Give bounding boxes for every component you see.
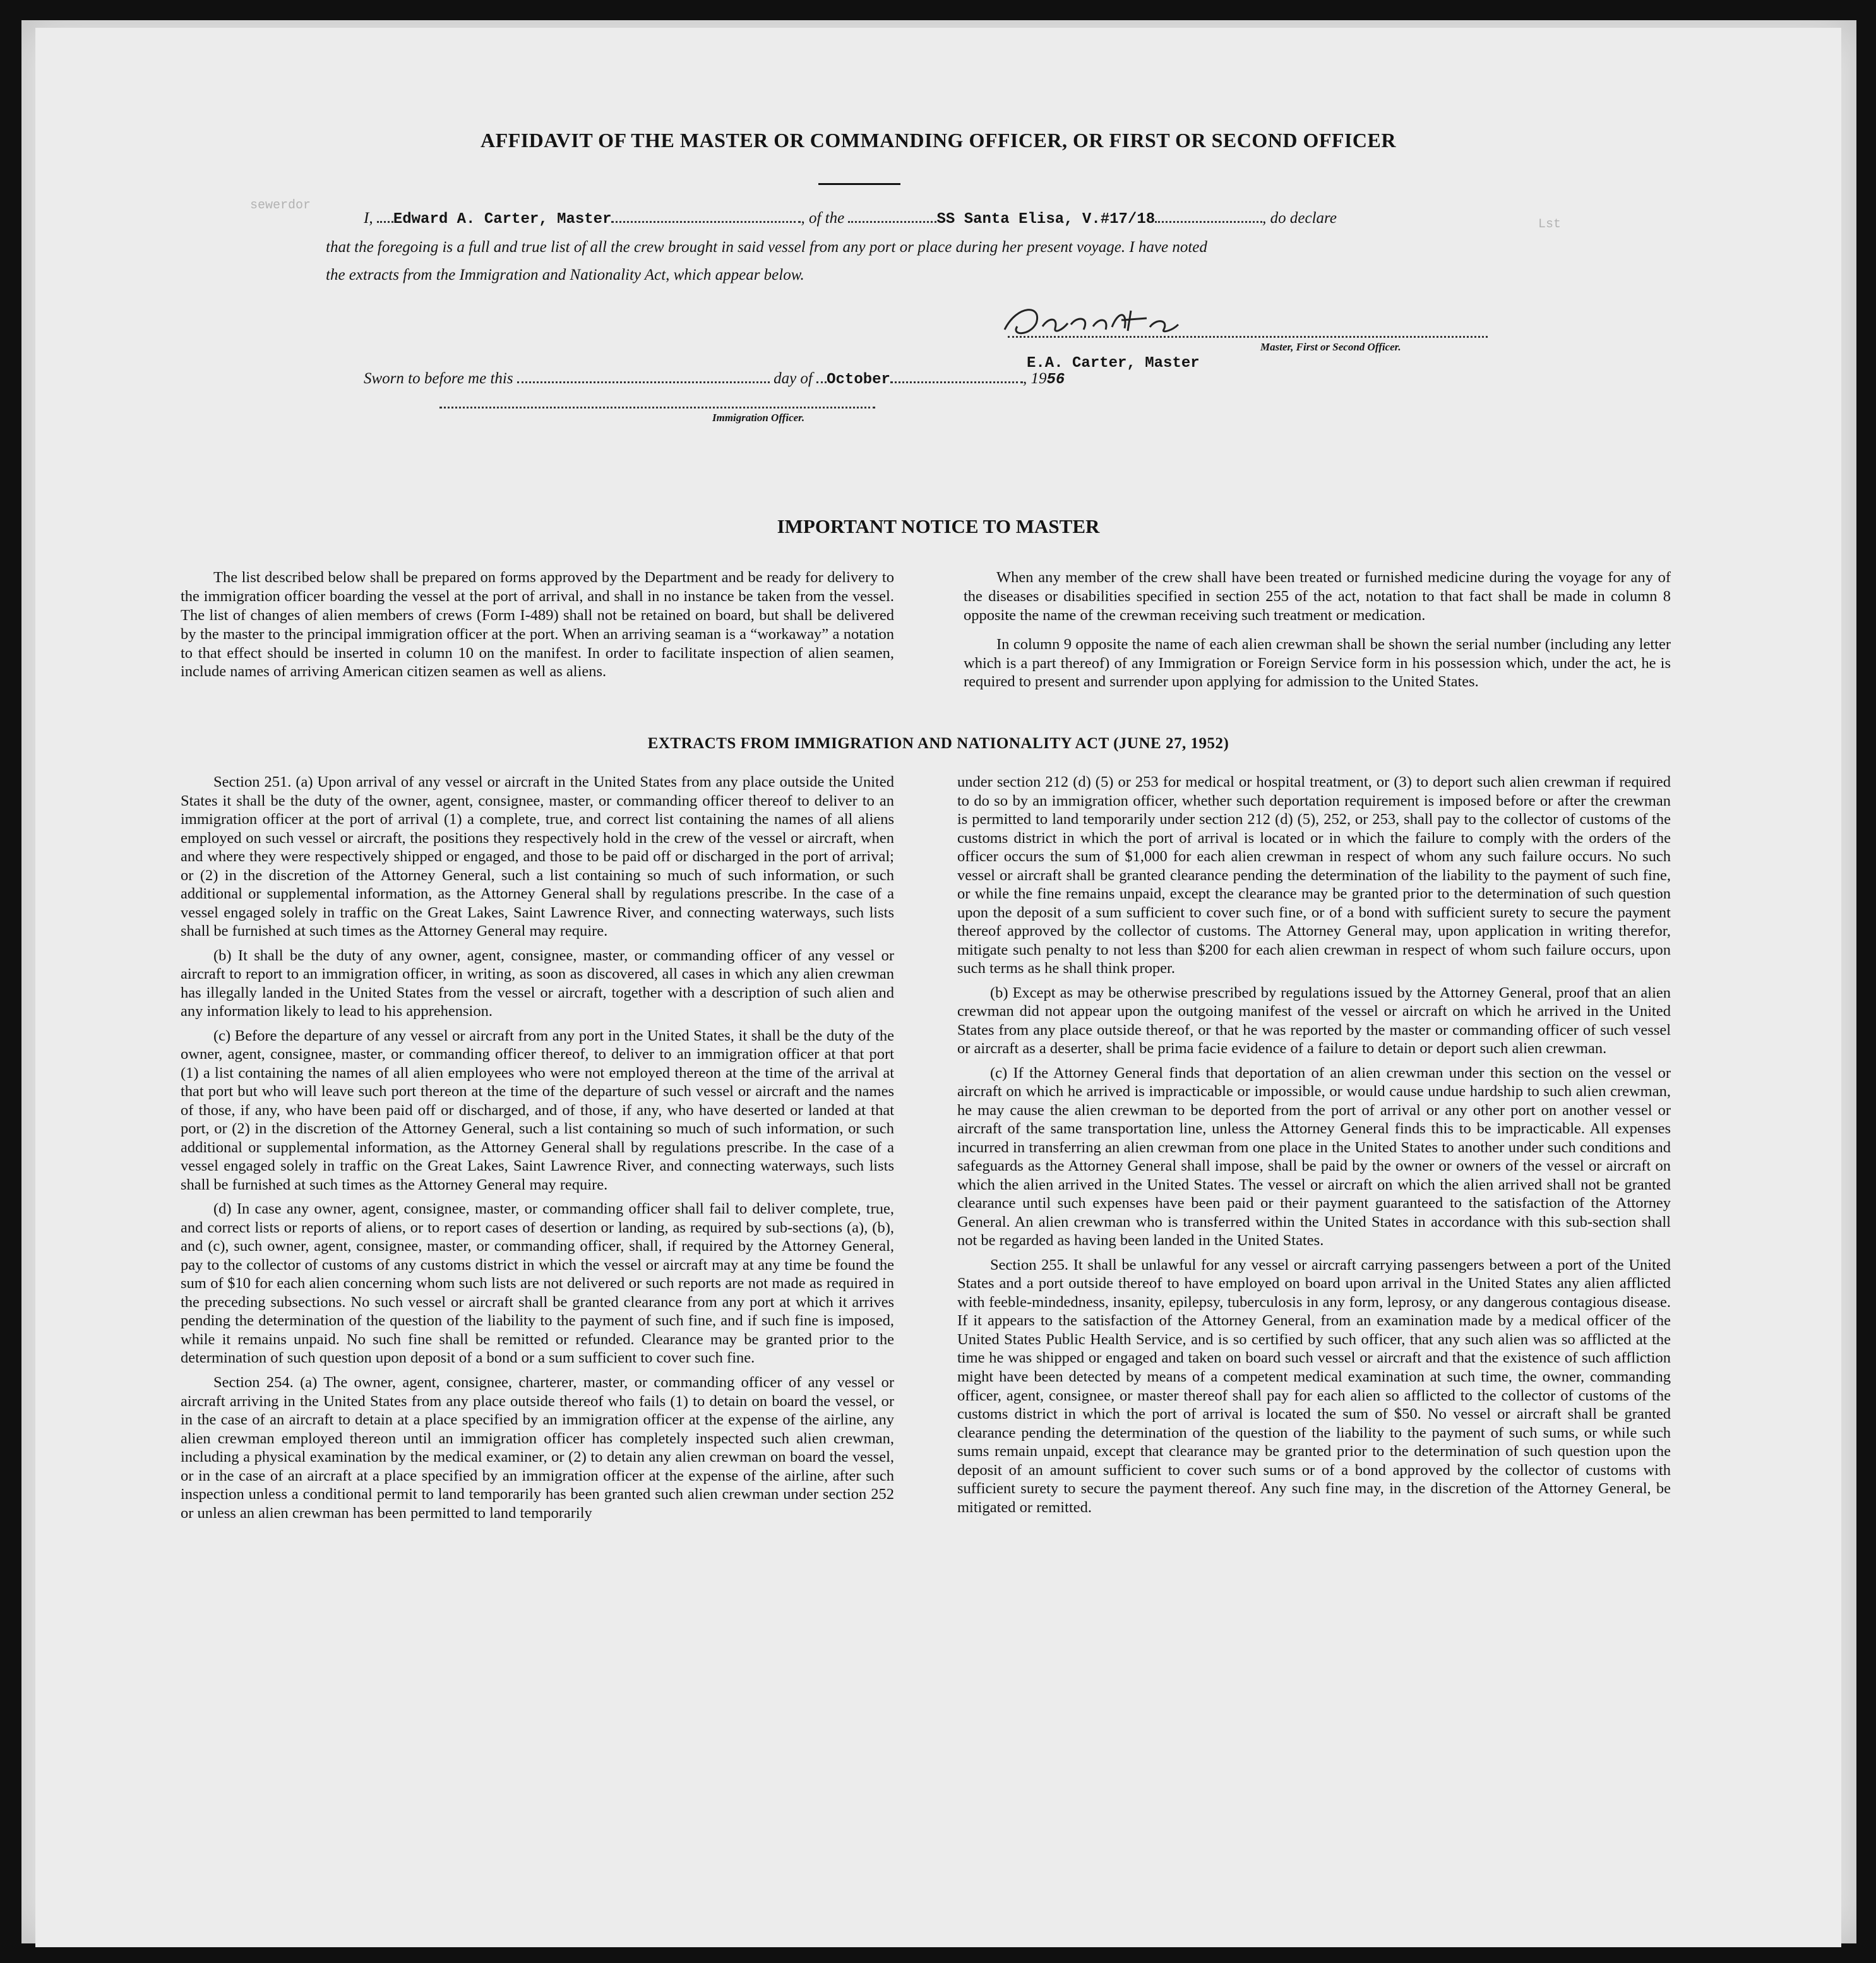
dotted-leader bbox=[517, 370, 770, 383]
month: October bbox=[827, 371, 890, 388]
notice-paragraph: When any member of the crew shall have been treated or furnished medicine during the voyage for any of the diseases or disabilities specified in section 255 of the act, notation to that fact shall be made in column 8 opposite the name of the crewman receiving such treatment or medication. bbox=[964, 569, 1671, 624]
bleed-through-text: sewerdor bbox=[250, 198, 311, 213]
extracts-right-column bbox=[957, 773, 1671, 1522]
section-251b: (b) It shall be the duty of any owner, agent, consignee, master, or commanding officer of any vessel or aircraft to report to an immigration officer, in writing, as soon as discovered, all cases in which any alien crewman has illegally landed in the United States from the vessel or aircraft, together with a description of such alien and any information likely to lead to his apprehension. bbox=[181, 946, 894, 1020]
officer-caption: Master, First or Second Officer. bbox=[1260, 341, 1401, 353]
year-prefix: , 19 bbox=[1022, 370, 1047, 387]
affidavit-title: AFFIDAVIT OF THE MASTER OR COMMANDING OFFICER, OR FIRST OR SECOND OFFICER bbox=[481, 129, 1396, 152]
section-251a: Section 251. (a) Upon arrival of any vessel or aircraft in the United States from any place outside the United States it shall be the duty of the owner, agent, consignee, master, or commanding officer thereof to deliver to an immigration officer at the port of arrival (1) a complete, true, and correct list containing the names of all aliens employed on such vessel or aircraft, the positions they respectively hold in the crew of the vessel or aircraft, when and where they were respectively shipped or engaged, and those to be paid off or discharged in the port of arrival; or (2) in the discretion of the Attorney General, such a list containing so much of such information, or such additional or supplemental information, as the Attorney General shall by regulations prescribe. In the case of a vessel engaged solely in traffic on the Great Lakes, Saint Lawrence River, and connecting waterways, such lists shall be furnished at such times as the Attorney General may require. bbox=[181, 773, 894, 940]
dotted-leader bbox=[816, 370, 827, 383]
section-254b: (b) Except as may be otherwise prescribed by regulations issued by the Attorney General, proof that an alien crewman did not appear upon the outgoing manifest of the vessel or aircraft on which he arrived in the United States from any place outside thereof, or that he was reported by the master or commanding officer of such vessel or aircraft as a deserter, shall be prima facie evidence of a failure to detain or deport such alien crewman. bbox=[957, 984, 1671, 1058]
section-254a-continued: under section 212 (d) (5) or 253 for medical or hospital treatment, or (3) to deport such alien crewman if required to do so by an immigration officer, whether such deportation requirement is imposed before or after the crewman is permitted to land temporarily under section 212 (d) (5), 252, or 253, shall pay to the collector of customs of the customs district in which the port of arrival is located or in which the failure to comply with the orders of the officer occurs the sum of $1,000 for each alien crewman in respect of whom any such failure occurs. No such vessel or aircraft shall be granted clearance pending the determination of the liability to the payment of such fine, or while the fine remains unpaid, except the clearance may be granted prior to the determination of such question upon the deposit of a sum sufficient to cover such fine, or of a bond with sufficient surety to secure the payment thereof approved by the collector of customs. The Attorney General may, upon application in writing therefor, mitigate such penalty to not less than $200 for each alien crewman in respect of whom such failure occurs, upon such terms as he shall think proper. bbox=[957, 773, 1671, 977]
declaration-line-2: the extracts from the Immigration and Nationality Act, which appear below. bbox=[326, 266, 804, 283]
extracts-title: EXTRACTS FROM IMMIGRATION AND NATIONALITY ACT (JUNE 27, 1952) bbox=[647, 735, 1229, 752]
dotted-leader bbox=[377, 210, 393, 223]
sworn-label: Sworn to before me this bbox=[364, 370, 513, 387]
declaration-line-1: that the foregoing is a full and true list of all the crew brought in said vessel from any port or place during her present voyage. I have noted bbox=[326, 239, 1207, 256]
handwritten-signature bbox=[998, 292, 1270, 361]
immigration-officer-line bbox=[439, 407, 875, 409]
section-251c: (c) Before the departure of any vessel or aircraft from any port in the United States, it shall be the duty of the owner, agent, consignee, master, or commanding officer thereof, to deliver to an immigration officer at that port (1) a list containing the names of all alien employees who were not employed thereon at the time of the arrival at that port but who will leave such port thereon at the time of the departure of such vessel or aircraft and the names of those, if any, who have been paid off or discharged, and of those, if any, who have deserted or landed at that port, or (2) in the discretion of the Attorney General, such a list containing so much of such information, or such additional or supplemental information, as the Attorney General shall by regulations prescribe. In the case of a vessel engaged solely in traffic on the Great Lakes, Saint Lawrence River, and connecting waterways, such lists shall be furnished at such times as the Attorney General may require. bbox=[181, 1027, 894, 1193]
vessel-name: SS Santa Elisa, V.#17/18 bbox=[936, 211, 1156, 228]
document-page bbox=[35, 28, 1841, 1947]
dotted-leader bbox=[611, 210, 801, 223]
typed-signature: E.A. Carter, Master bbox=[1027, 355, 1200, 372]
of-the-label: , of the bbox=[801, 210, 845, 227]
section-254a: Section 254. (a) The owner, agent, consignee, charterer, master, or commanding officer of any vessel or aircraft arriving in the United States from any place outside thereof who fails (1) to detain on board the vessel, or in the case of an aircraft to detain at a place specified by an immigration officer at the expense of the airline, any alien crewman employed thereon until an immigration officer has completely inspected such alien crewman, including a physical examination by the medical examiner, or (2) to detain any alien crewman on board the vessel, or in the case of an aircraft at a place specified by an immigration officer at the expense of the airline, after such inspection unless a conditional permit to land temporarily has been granted such alien crewman under section 252 or unless an alien crewman has been permitted to land temporarily bbox=[181, 1373, 894, 1522]
title-underline bbox=[818, 183, 900, 185]
dotted-leader bbox=[890, 370, 1023, 383]
sworn-line bbox=[364, 370, 1065, 388]
day-of-label: day of bbox=[774, 370, 813, 387]
section-251d: (d) In case any owner, agent, consignee, master, or commanding officer shall fail to deliver complete, true, and correct lists or reports of aliens, or to report cases of desertion or landing, as required by sub-sections (a), (b), and (c), such owner, agent, consignee, master, or commanding officer, shall, if required by the Attorney General, pay to the collector of customs of any customs district in which the vessel or aircraft may at any time be found the sum of $10 for each alien concerning whom such lists are not delivered or such reports are not made as required in the preceding subsections. No such vessel or aircraft shall be granted clearance from any port at which it arrives pending the determination of the question of the liability to the payment of such fine, and if such fine is imposed, while it remains unpaid. No such fine shall be remitted or refunded. Clearance may be granted prior to the determination of such question upon deposit of a bond or a sum sufficient to cover such fine. bbox=[181, 1200, 894, 1367]
notice-right-column bbox=[964, 568, 1671, 701]
dotted-leader bbox=[848, 210, 936, 223]
master-name: Edward A. Carter, Master bbox=[393, 211, 612, 228]
notice-title: IMPORTANT NOTICE TO MASTER bbox=[777, 515, 1100, 537]
extracts-left-column bbox=[181, 773, 894, 1528]
do-declare-label: , do declare bbox=[1262, 210, 1337, 227]
year-suffix: 56 bbox=[1046, 371, 1065, 388]
notice-paragraph: The list described below shall be prepared on forms approved by the Department and be ready for delivery to the immigration officer boarding the vessel at the port of arrival, and shall in no instance be taken from the vessel. The list of changes of alien members of crews (Form I-489) shall not be retained on board, but shall be delivered by the master to the principal immigration officer at the port. When an arriving seaman is a “workaway” a notation to that effect should be inserted in column 10 on the manifest. In order to facilitate inspection of alien seamen, include names of arriving American citizen seamen as well as aliens. bbox=[181, 569, 894, 681]
dotted-leader bbox=[1155, 210, 1262, 223]
bleed-through-text: Lst bbox=[1538, 217, 1562, 232]
section-255: Section 255. It shall be unlawful for any vessel or aircraft carrying passengers between a port of the United States and a port outside thereof to have employed on board upon arrival in the United States any alien afflicted with feeble-mindedness, insanity, epilepsy, tuberculosis in any form, leprosy, or any dangerous contagious disease. If it appears to the satisfaction of the Attorney General, from an examination made by a medical officer of the United States Public Health Service, and is so certified by such officer, that any such alien was so afflicted at the time he was shipped or engaged and taken on board such vessel or aircraft and that the existence of such affliction might have been detected by means of a competent medical examination at such time, the owner, commanding officer, agent, consignee, or master thereof shall pay for each alien so afflicted to the collector of customs of the customs district in which the port of arrival is located the sum of $50. No vessel or aircraft shall be granted clearance pending the determination of the question of the liability to the payment of such sums, or while such sums remain unpaid, except that clearance may be granted prior to the determination of such question upon the deposit of an amount sufficient to cover such sums or of a bond approved by the collector of customs with sufficient surety to secure the payment thereof. Any such fine may, in the discretion of the Attorney General, be mitigated or remitted. bbox=[957, 1256, 1671, 1516]
section-254c: (c) If the Attorney General finds that deportation of an alien crewman under this section on the vessel or aircraft on which he arrived is impracticable or impossible, or would cause undue hardship to such alien crewman, he may cause the alien crewman to be deported from the port of arrival or any other port on another vessel or aircraft of the same transportation line, unless the Attorney General finds this to be impracticable. All expenses incurred in transferring an alien crewman from one place in the United States to another under such conditions and safeguards as the Attorney General shall impose, shall be paid by the owner or owners of the vessel or aircraft on which the alien arrived in the United States. The vessel or aircraft on which the alien arrived shall not be granted clearance until such expenses have been paid or their payment guaranteed to the satisfaction of the Attorney General. An alien crewman who is transferred within the United States in accordance with this sub-section shall not be regarded as having been landed in the United States. bbox=[957, 1064, 1671, 1250]
notice-left-column bbox=[181, 568, 894, 691]
signature-line bbox=[1008, 336, 1488, 338]
i-label: I, bbox=[364, 210, 373, 227]
declarant-line bbox=[364, 210, 1337, 228]
notice-paragraph: In column 9 opposite the name of each alien crewman shall be shown the serial number (including any letter which is a part thereof) of any Immigration or Foreign Service form in his possession which, under the act, he is required to present and surrender upon applying for admission to the United States. bbox=[964, 635, 1671, 691]
immigration-officer-caption: Immigration Officer. bbox=[712, 412, 805, 424]
